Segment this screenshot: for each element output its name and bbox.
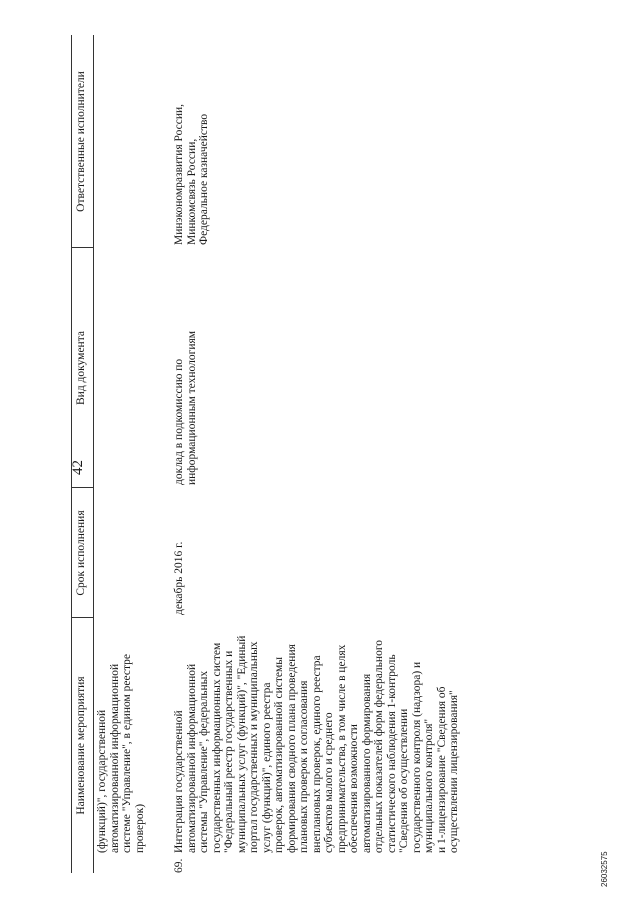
row-69-document-type: доклад в подкомиссию по информационным технологиям	[173, 330, 198, 485]
header-document-type: Вид документа	[75, 331, 87, 405]
document-code: 26032575	[600, 851, 609, 887]
header-deadline: Срок исполнения	[75, 510, 87, 596]
row-69-number: 69.	[173, 858, 185, 873]
row-69-executors: Минэкономразвития России, Минкомсвязь России, Федеральное казначейство	[173, 103, 210, 245]
row-69-deadline: декабрь 2016 г.	[173, 541, 185, 615]
table-header-border	[93, 35, 94, 873]
header-activity-name: Наименование мероприятия	[75, 676, 87, 815]
header-responsible-executors: Ответственные исполнители	[75, 71, 87, 212]
row-69-name: Интеграция государственной автоматизированной информационной системы "Управление", федеральных государственных информационных систем "Федеральный реестр государственных и муниципальных услуг (функций)", "Единый портал государственных и муниципальных услуг (функций)", единого реестра проверок, автоматизированной системы формирования сводного плана проведения плановых проверок и согласования внеплановых проверок, единого реестра субъектов малого и среднего предпринимательства, в том числе в целях обеспечения возможности автоматизированного формирования отдельных показателей форм федерального статистического наблюдения 1-контроль "Сведения об осуществлении государственного контроля (надзора) и муниципального контроля" и 1-лицензирование "Сведения об осуществлении лицензирования"	[173, 635, 460, 853]
row-continuation-name: (функций)", государственной автоматизированной информационной системе "Управление", в едином реестре проверок)	[96, 653, 146, 853]
page-number: 42	[70, 460, 86, 475]
table-top-border	[71, 35, 72, 873]
